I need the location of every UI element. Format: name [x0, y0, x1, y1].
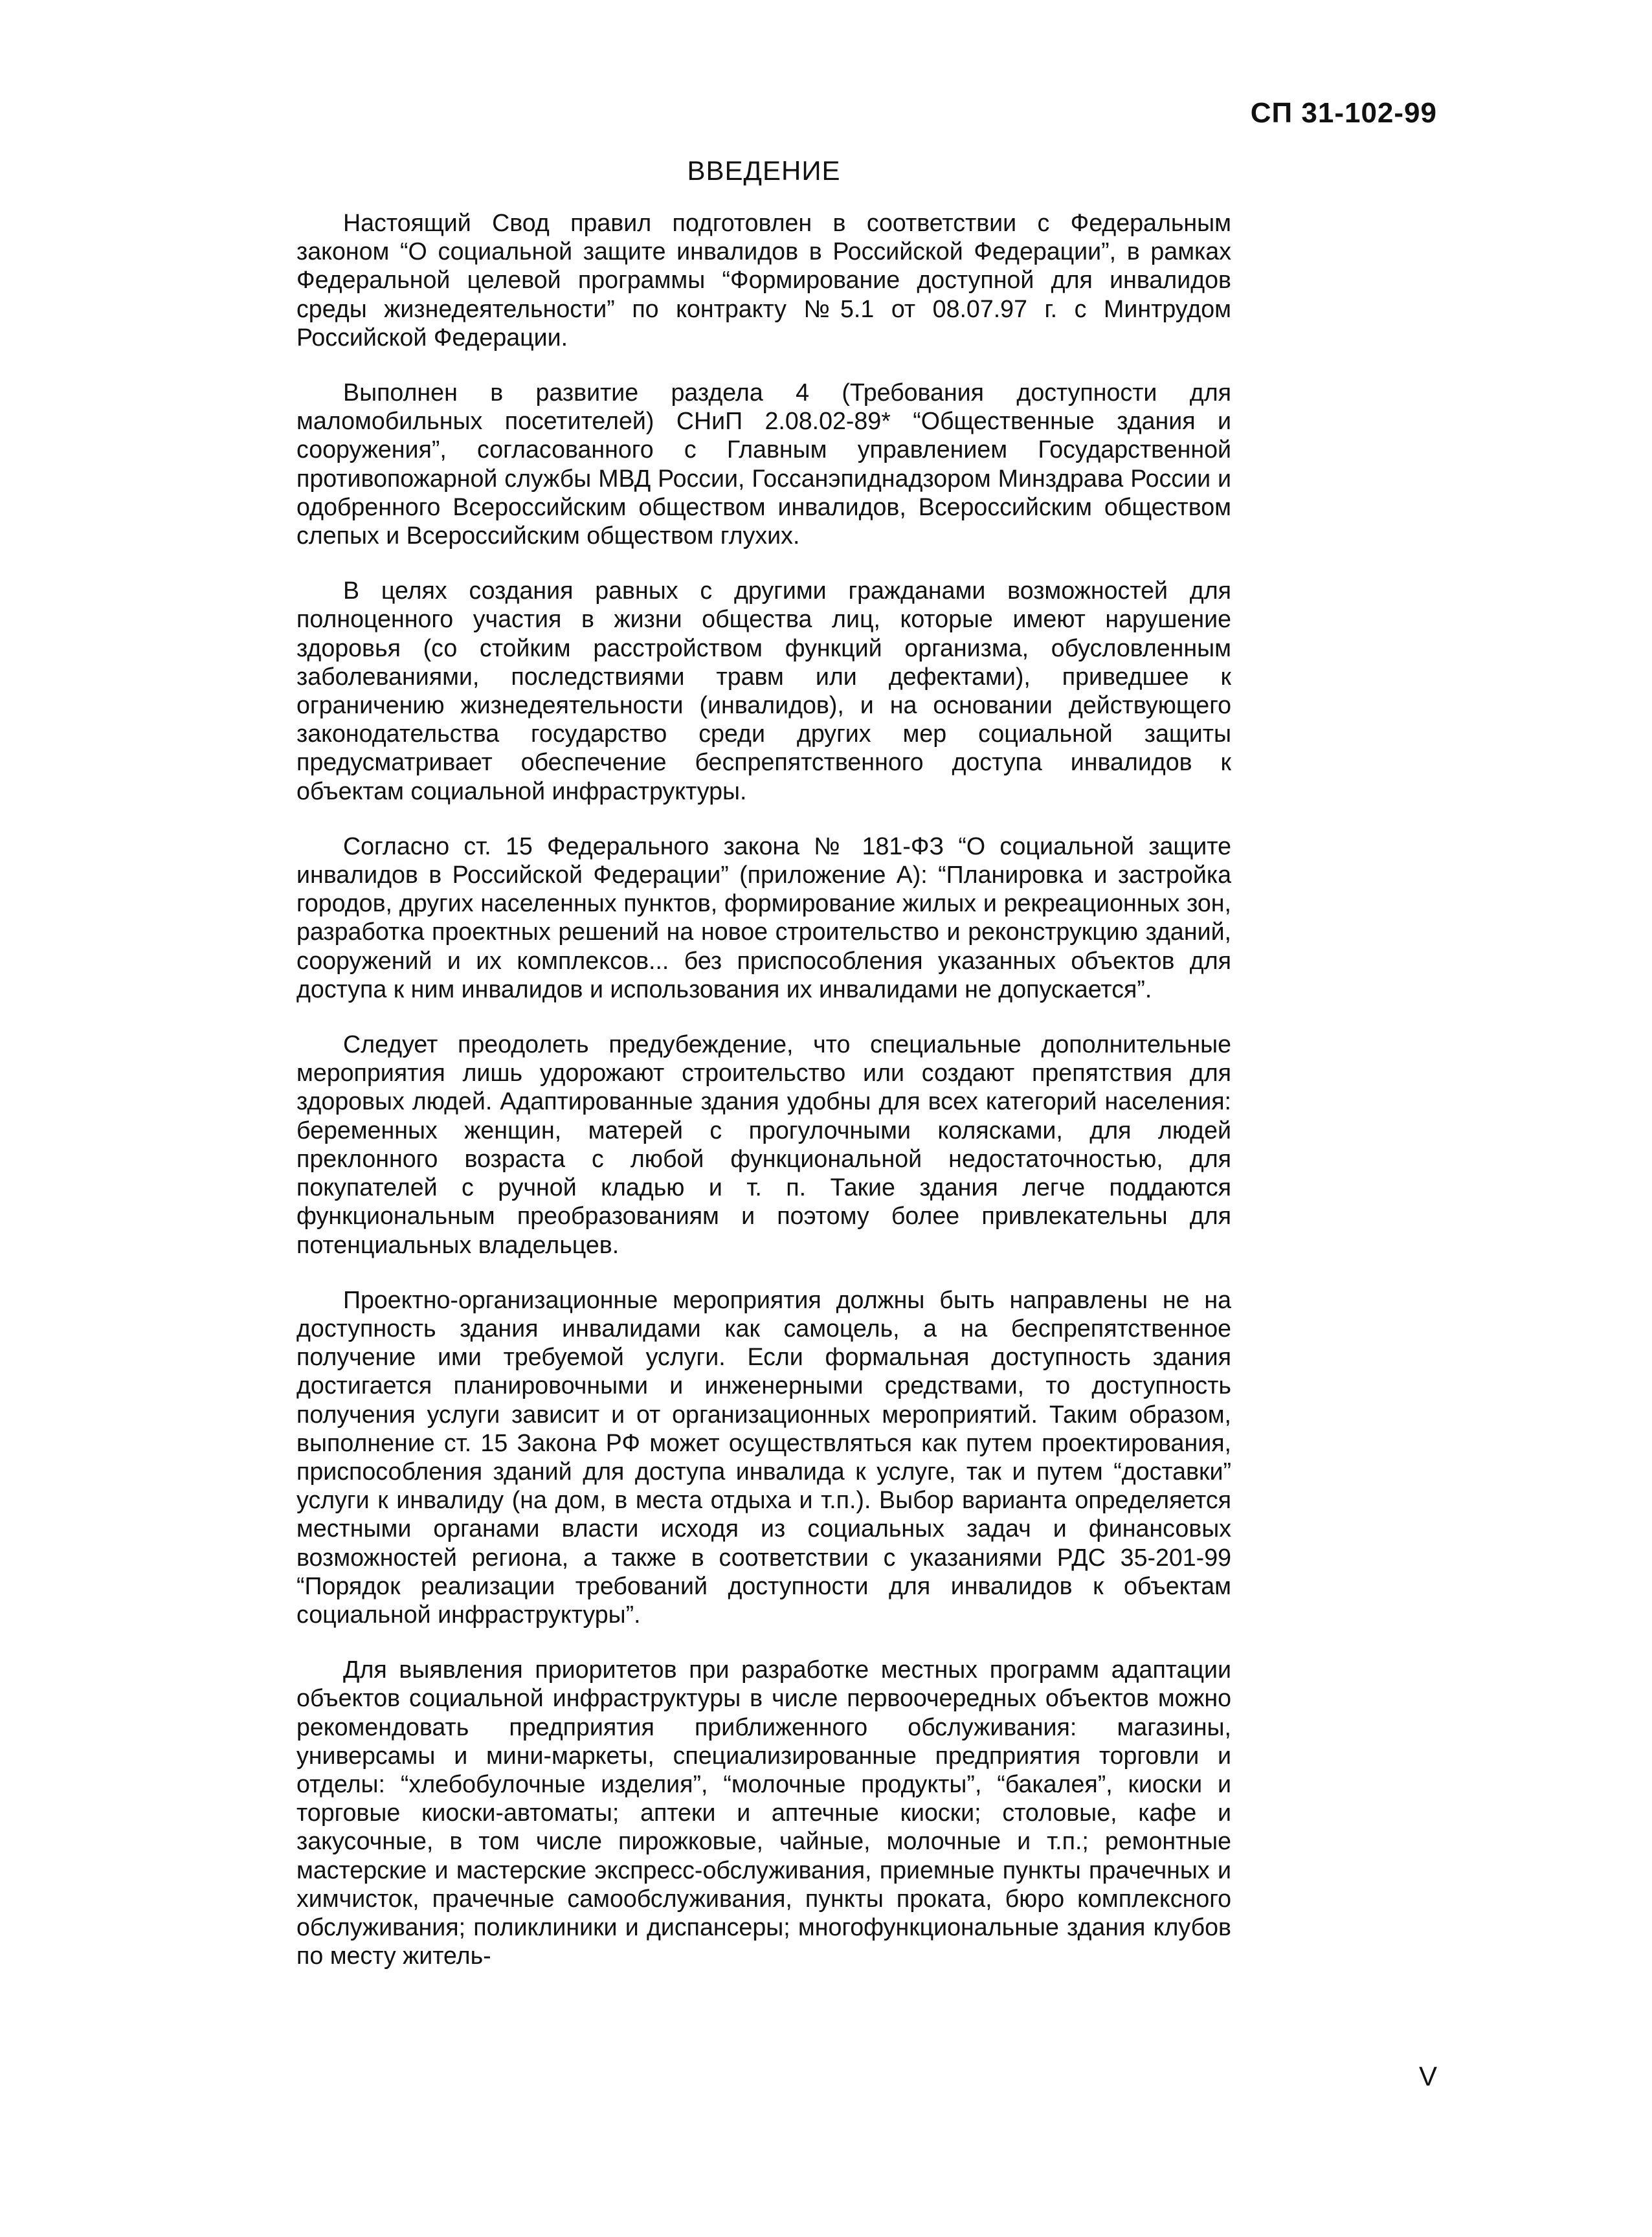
paragraph: Проектно-организационные мероприятия должны быть направлены не на доступность здания инвалидами как самоцель, а на беспрепятственное получение ими требуемой услуги. Если формальная доступность здания достигается планировочными и инженерными средствами, то доступность получения услуги зависит и от организационных мероприятий. Таким образом, выполнение ст. 15 Закона РФ может осуществляться как путем проектирования, приспособления зданий для доступа инвалида к услуге, так и путем “доставки” услуги к инвалиду (на дом, в места отдыха и т.п.). Выбор варианта определяется местными органами власти исходя из социальных задач и финансовых возможностей региона, а также в соответствии с указаниями РДС 35-201-99 “Порядок реализации требований доступности для инвалидов к объектам социальной инфраструктуры”. [296, 1285, 1231, 1628]
page-number: V [1418, 2061, 1437, 2091]
body-text [296, 208, 1231, 1996]
document-code: СП 31-102-99 [1250, 97, 1437, 129]
paragraph: Согласно ст. 15 Федерального закона № 181-ФЗ “О социальной защите инвалидов в Российской Федерации” (приложение А): “Планировка и застройка городов, других населенных пунктов, формирование жилых и рекреационных зон, разработка проектных решений на новое строительство и реконструкцию зданий, сооружений и их комплексов... без приспособления указанных объектов для доступа к ним инвалидов и использования их инвалидами не допускается”. [296, 832, 1231, 1003]
paragraph: В целях создания равных с другими гражданами возможностей для полноценного участия в жизни общества лиц, которые имеют нарушение здоровья (со стойким расстройством функций организма, обусловленным заболеваниями, последствиями травм или дефектами), приведшее к ограничению жизнедеятельности (инвалидов), и на основании действующего законодательства государство среди других мер социальной защиты предусматривает обеспечение беспрепятственного доступа инвалидов к объектам социальной инфраструктуры. [296, 577, 1231, 805]
paragraph: Для выявления приоритетов при разработке местных программ адаптации объектов социальной инфраструктуры в числе первоочередных объектов можно рекомендовать предприятия приближенного обслуживания: магазины, универсамы и мини-маркеты, специализированные предприятия торговли и отделы: “хлебобулочные изделия”, “молочные продукты”, “бакалея”, киоски и торговые киоски-автоматы; аптеки и аптечные киоски; столовые, кафе и закусочные, в том числе пирожковые, чайные, молочные и т.п.; ремонтные мастерские и мастерские экспресс-обслуживания, приемные пункты прачечных и химчисток, прачечные самообслуживания, пункты проката, бюро комплексного обслуживания; поликлиники и диспансеры; многофункциональные здания клубов по месту житель- [296, 1656, 1231, 1970]
section-title: ВВЕДЕНИЕ [687, 155, 841, 186]
paragraph: Выполнен в развитие раздела 4 (Требования доступности для маломобильных посетителей) СНиП 2.08.02-89* “Общественные здания и сооружения”, согласованного с Главным управлением Государственной противопожарной службы МВД России, Госсанэпиднадзором Минздрава России и одобренного Всероссийским обществом инвалидов, Всероссийским обществом слепых и Всероссийским обществом глухих. [296, 379, 1231, 550]
paragraph: Следует преодолеть предубеждение, что специальные дополнительные мероприятия лишь удорожают строительство или создают препятствия для здоровых людей. Адаптированные здания удобны для всех категорий населения: беременных женщин, матерей с прогулочными колясками, для людей преклонного возраста с любой функциональной недостаточностью, для покупателей с ручной кладью и т. п. Такие здания легче поддаются функциональным преобразованиям и поэтому более привлекательны для потенциальных владельцев. [296, 1030, 1231, 1258]
paragraph: Настоящий Свод правил подготовлен в соответствии с Федеральным законом “О социальной защите инвалидов в Российской Федерации”, в рамках Федеральной целевой программы “Формирование доступной для инвалидов среды жизнедеятельности” по контракту №5.1 от 08.07.97 г. с Минтрудом Российской Федерации. [296, 209, 1231, 351]
